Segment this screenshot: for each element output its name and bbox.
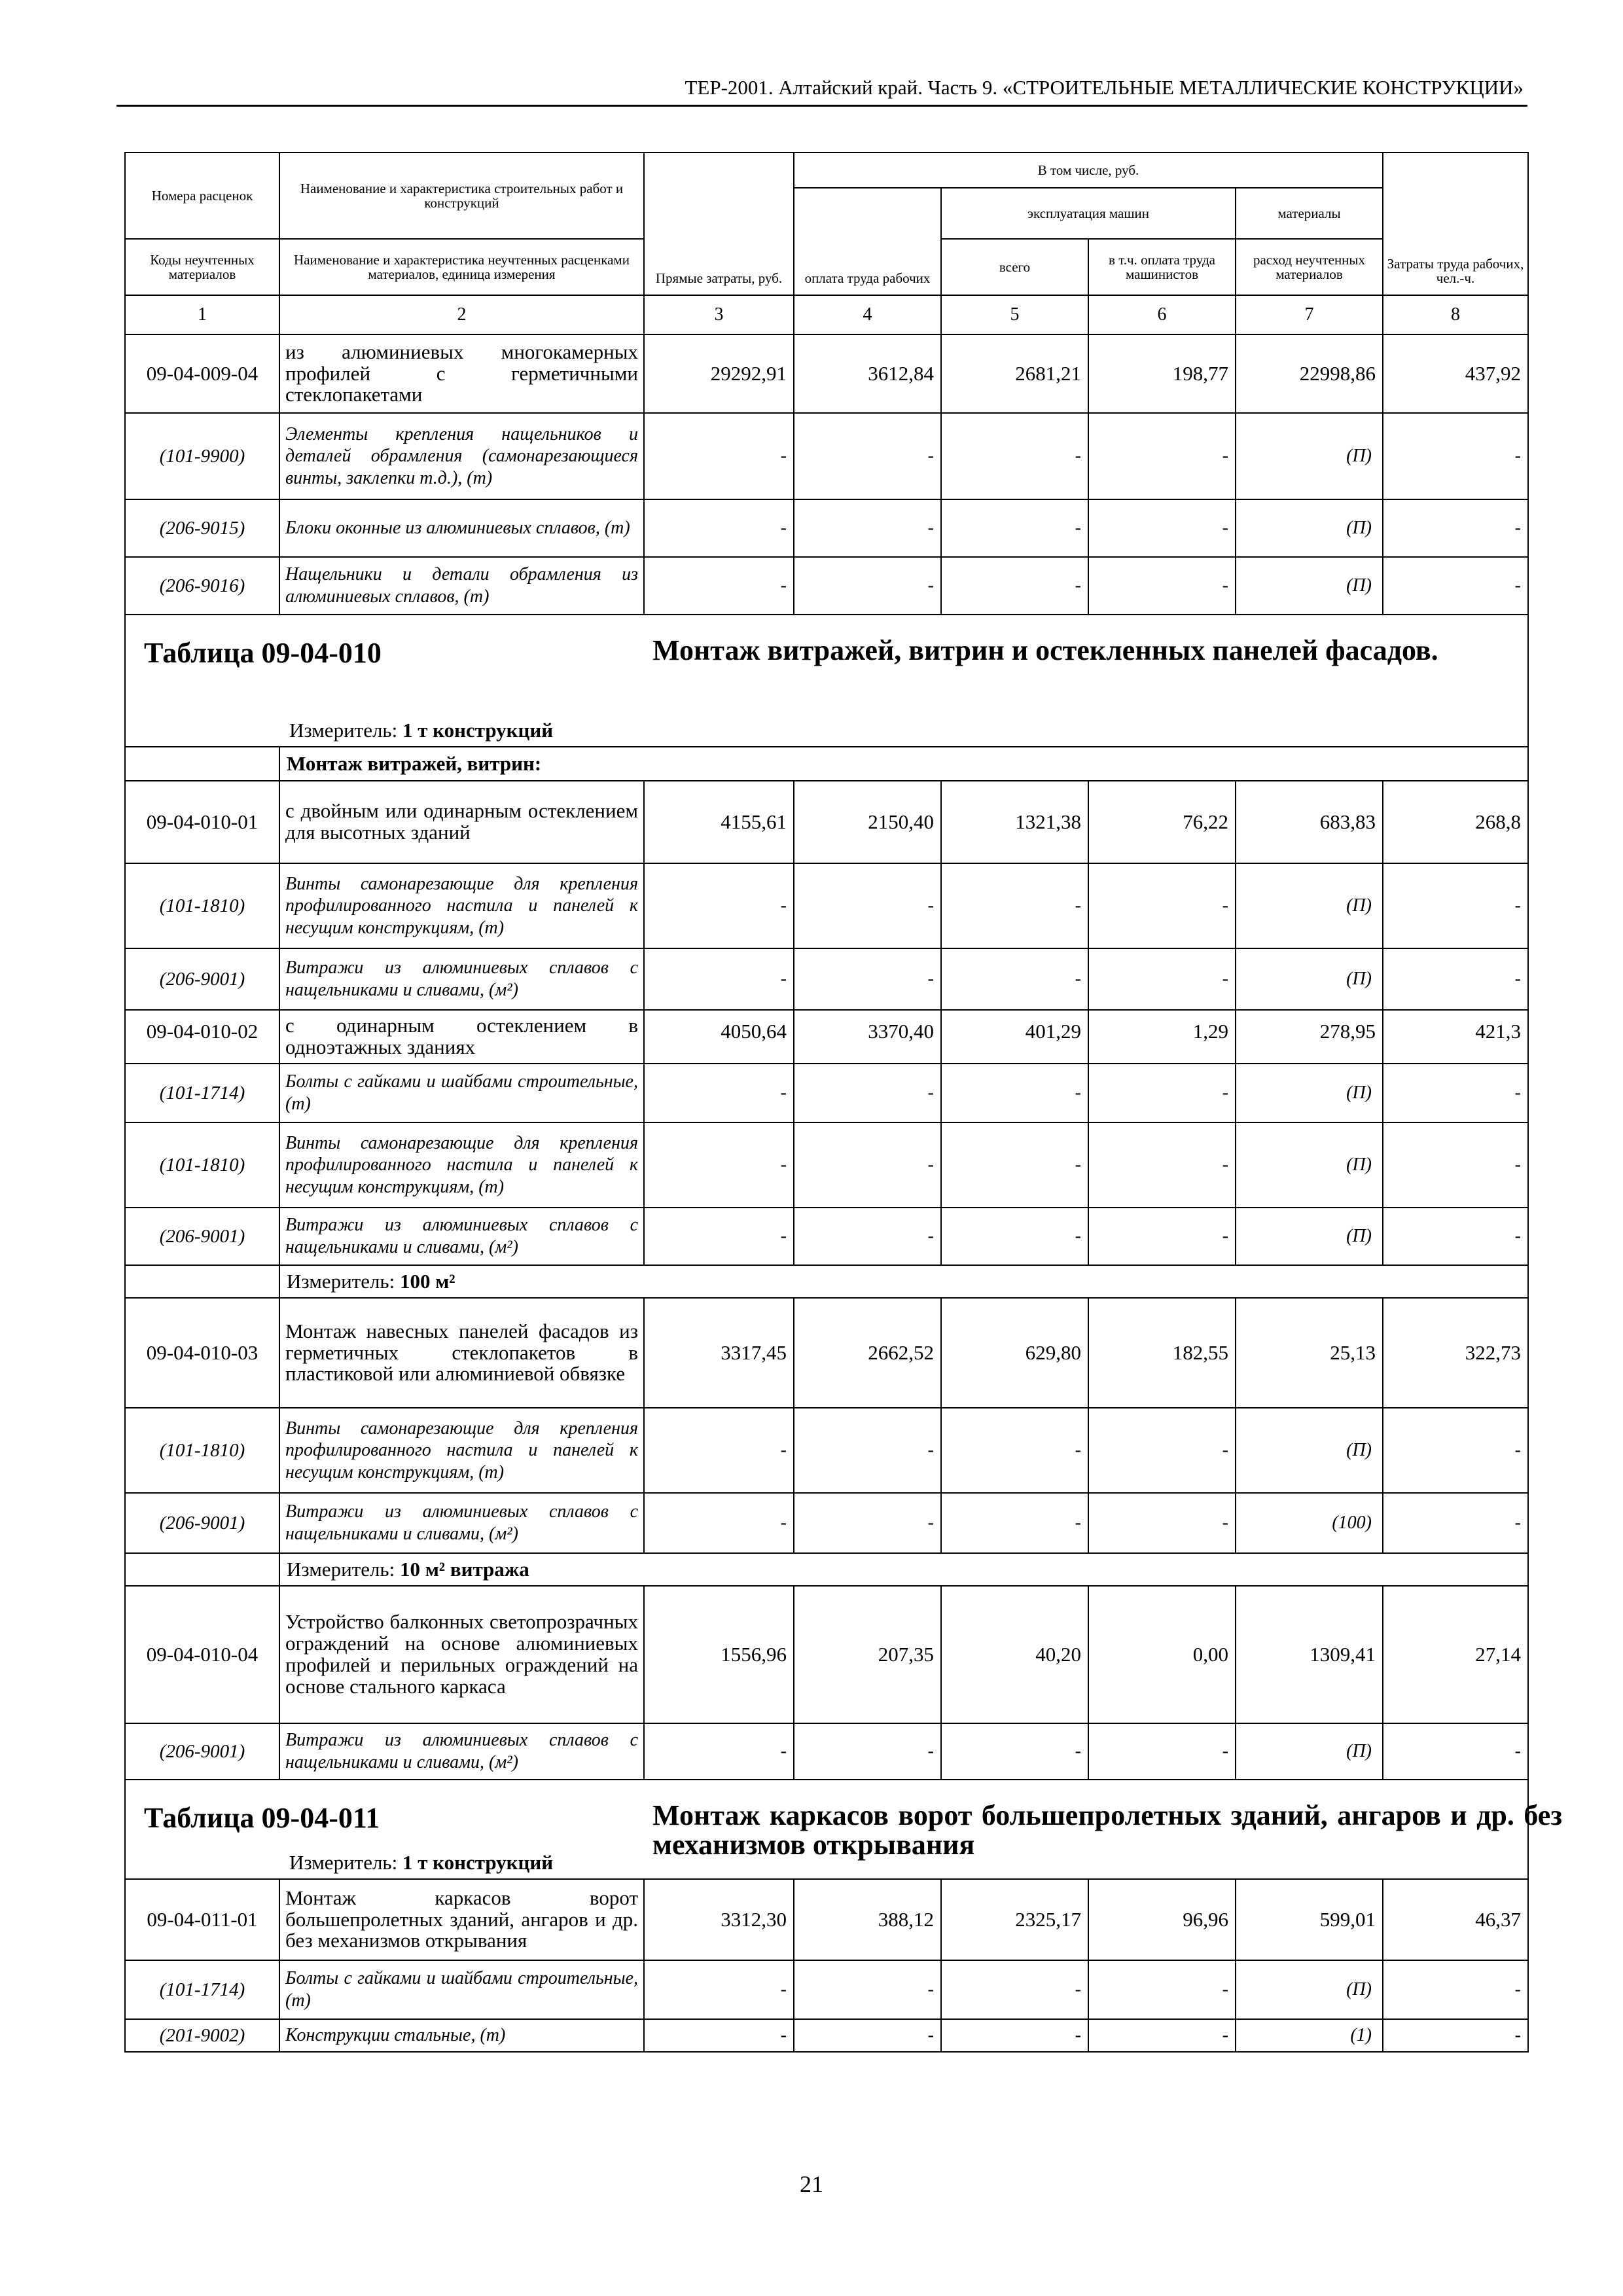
rate-code: 09-04-010-04	[125, 1586, 279, 1723]
measure-label: Измеритель:	[287, 1558, 395, 1581]
material-code: (101-1810)	[125, 863, 279, 948]
material-value: -	[941, 1960, 1088, 2019]
material-value: -	[644, 863, 794, 948]
measure-line	[279, 1265, 1528, 1298]
material-value: -	[941, 948, 1088, 1010]
column-numbers-row	[125, 295, 1528, 334]
material-value: -	[941, 1064, 1088, 1122]
rate-value: 22998,86	[1236, 334, 1383, 413]
table-title-row	[125, 1780, 1528, 1879]
rate-name: Устройство балконных светопрозрачных ограждений на основе алюминиевых профилей и перильных ограждений на основе стального каркаса	[279, 1586, 644, 1723]
material-name: Конструкции стальные, (т)	[279, 2019, 644, 2052]
rate-value: 401,29	[941, 1010, 1088, 1064]
material-value: -	[941, 2019, 1088, 2052]
material-value: -	[941, 1122, 1088, 1208]
rate-value: 96,96	[1088, 1879, 1236, 1960]
rate-code: 09-04-010-01	[125, 781, 279, 863]
material-name: Болты с гайками и шайбами строительные, (т)	[279, 1064, 644, 1122]
measure-line	[289, 719, 553, 742]
rate-value: 3312,30	[644, 1879, 794, 1960]
rate-value: 2150,40	[794, 781, 941, 863]
measure-value: 1 т конструкций	[402, 719, 554, 742]
rate-value: 629,80	[941, 1298, 1088, 1408]
material-row	[125, 557, 1528, 615]
material-value: -	[1383, 557, 1528, 615]
material-value: -	[794, 1064, 941, 1122]
col-naim2: Наименование и характеристика неучтенных расценками материалов, единица измерения	[279, 239, 644, 295]
rate-code: 09-04-010-02	[125, 1010, 279, 1064]
material-code: (201-9002)	[125, 2019, 279, 2052]
material-row	[125, 1960, 1528, 2019]
material-consumption: (П)	[1236, 948, 1383, 1010]
material-value: -	[1088, 948, 1236, 1010]
material-value: -	[941, 1493, 1088, 1553]
material-value: -	[1088, 863, 1236, 948]
material-value: -	[794, 499, 941, 557]
material-consumption: (П)	[1236, 413, 1383, 499]
col-number: 4	[794, 295, 941, 334]
table-title: Монтаж каркасов ворот большепролетных зданий, ангаров и др. без механизмов открывания	[652, 1799, 1562, 1861]
col-number: 3	[644, 295, 794, 334]
material-value: -	[941, 1723, 1088, 1780]
material-value: -	[1088, 2019, 1236, 2052]
rate-value: 207,35	[794, 1586, 941, 1723]
material-code: (101-1714)	[125, 1960, 279, 2019]
rate-name: Монтаж навесных панелей фасадов из герметичных стеклопакетов в пластиковой или алюминиевой обвязке	[279, 1298, 644, 1408]
material-value: -	[1088, 1960, 1236, 2019]
col-naim1: Наименование и характеристика строительных работ и конструкций	[279, 152, 644, 239]
table-number: Таблица 09-04-010	[144, 637, 382, 669]
material-value: -	[644, 1064, 794, 1122]
material-value: -	[1088, 413, 1236, 499]
rate-code: 09-04-009-04	[125, 334, 279, 413]
material-row	[125, 1408, 1528, 1493]
col-nomera: Номера расценок	[125, 152, 279, 239]
rate-row	[125, 1010, 1528, 1064]
material-value: -	[794, 557, 941, 615]
rate-value: 198,77	[1088, 334, 1236, 413]
col-kody: Коды неучтенных материалов	[125, 239, 279, 295]
material-name: Витражи из алюминиевых сплавов с нащельниками и сливами, (м²)	[279, 1723, 644, 1780]
col-number: 2	[279, 295, 644, 334]
material-name: Элементы крепления нащельников и деталей обрамления (самонарезающиеся винты, заклепки т.д.), (т)	[279, 413, 644, 499]
col-number: 7	[1236, 295, 1383, 334]
rate-value: 599,01	[1236, 1879, 1383, 1960]
rate-value: 3317,45	[644, 1298, 794, 1408]
material-row	[125, 1493, 1528, 1553]
material-consumption: (П)	[1236, 1960, 1383, 2019]
material-value: -	[644, 499, 794, 557]
material-name: Нащельники и детали обрамления из алюминиевых сплавов, (т)	[279, 557, 644, 615]
material-name: Болты с гайками и шайбами строительные, (т)	[279, 1960, 644, 2019]
material-value: -	[794, 413, 941, 499]
material-value: -	[794, 948, 941, 1010]
col-vsego: всего	[941, 239, 1088, 295]
material-consumption: (П)	[1236, 1064, 1383, 1122]
material-value: -	[1383, 1208, 1528, 1265]
material-value: -	[1088, 1208, 1236, 1265]
measure-row	[125, 1265, 1528, 1298]
material-value: -	[644, 1208, 794, 1265]
measure-line	[289, 1851, 553, 1874]
material-value: -	[644, 2019, 794, 2052]
material-value: -	[1088, 1723, 1236, 1780]
material-value: -	[1383, 1723, 1528, 1780]
material-row	[125, 1064, 1528, 1122]
measure-value: 1 т конструкций	[402, 1851, 554, 1874]
col-ekspl: эксплуатация машин	[941, 188, 1236, 239]
col-zatraty: Затраты труда рабочих, чел.-ч.	[1383, 152, 1528, 295]
rate-value: 3370,40	[794, 1010, 941, 1064]
page-number: 21	[800, 2171, 823, 2197]
material-value: -	[941, 413, 1088, 499]
material-name: Витражи из алюминиевых сплавов с нащельниками и сливами, (м²)	[279, 948, 644, 1010]
rate-value: 388,12	[794, 1879, 941, 1960]
rate-value: 437,92	[1383, 334, 1528, 413]
material-consumption: (П)	[1236, 1122, 1383, 1208]
material-value: -	[1088, 1122, 1236, 1208]
rate-row	[125, 1879, 1528, 1960]
rate-value: 1556,96	[644, 1586, 794, 1723]
material-value: -	[794, 1960, 941, 2019]
material-value: -	[941, 1408, 1088, 1493]
material-value: -	[644, 1122, 794, 1208]
rate-value: 421,3	[1383, 1010, 1528, 1064]
material-value: -	[794, 1122, 941, 1208]
material-consumption: (1)	[1236, 2019, 1383, 2052]
rate-value: 25,13	[1236, 1298, 1383, 1408]
material-row	[125, 499, 1528, 557]
material-value: -	[1383, 2019, 1528, 2052]
material-value: -	[941, 1208, 1088, 1265]
material-row	[125, 1122, 1528, 1208]
material-consumption: (100)	[1236, 1493, 1383, 1553]
rate-value: 1,29	[1088, 1010, 1236, 1064]
rate-value: 2662,52	[794, 1298, 941, 1408]
material-name: Винты самонарезающие для крепления профилированного настила и панелей к несущим конструкциям, (т)	[279, 1408, 644, 1493]
rate-value: 4050,64	[644, 1010, 794, 1064]
material-row	[125, 1723, 1528, 1780]
rate-value: 76,22	[1088, 781, 1236, 863]
material-value: -	[1088, 1493, 1236, 1553]
material-value: -	[1383, 1493, 1528, 1553]
measure-value: 10 м² витража	[399, 1558, 529, 1581]
rate-code: 09-04-010-03	[125, 1298, 279, 1408]
rate-value: 3612,84	[794, 334, 941, 413]
material-code: (206-9016)	[125, 557, 279, 615]
rate-value: 27,14	[1383, 1586, 1528, 1723]
col-number: 1	[125, 295, 279, 334]
col-pryamye: Прямые затраты, руб.	[644, 152, 794, 295]
table-title: Монтаж витражей, витрин и остекленных панелей фасадов.	[652, 634, 1438, 666]
measure-label: Измеритель:	[287, 1270, 395, 1293]
col-rashod: расход неучтенных материалов	[1236, 239, 1383, 295]
material-value: -	[794, 2019, 941, 2052]
table-number: Таблица 09-04-011	[144, 1802, 380, 1834]
running-header-title: ТЕР-2001. Алтайский край. Часть 9. «СТРОИТЕЛЬНЫЕ МЕТАЛЛИЧЕСКИЕ КОНСТРУКЦИИ»	[685, 76, 1524, 99]
material-value: -	[1383, 413, 1528, 499]
measure-value: 100 м²	[399, 1270, 455, 1293]
material-name: Витражи из алюминиевых сплавов с нащельниками и сливами, (м²)	[279, 1208, 644, 1265]
material-value: -	[1383, 1408, 1528, 1493]
material-value: -	[794, 1408, 941, 1493]
material-name: Винты самонарезающие для крепления профилированного настила и панелей к несущим конструкциям, (т)	[279, 863, 644, 948]
material-value: -	[941, 863, 1088, 948]
rate-value: 683,83	[1236, 781, 1383, 863]
rate-value: 322,73	[1383, 1298, 1528, 1408]
rate-value: 2325,17	[941, 1879, 1088, 1960]
material-value: -	[1383, 1122, 1528, 1208]
col-number: 5	[941, 295, 1088, 334]
material-consumption: (П)	[1236, 1723, 1383, 1780]
rate-name: с двойным или одинарным остеклением для высотных зданий	[279, 781, 644, 863]
material-value: -	[1088, 499, 1236, 557]
rate-row	[125, 1298, 1528, 1408]
col-oplata: оплата труда рабочих	[794, 188, 941, 295]
material-value: -	[794, 1208, 941, 1265]
material-value: -	[1383, 1960, 1528, 2019]
material-value: -	[1088, 1408, 1236, 1493]
material-code: (206-9001)	[125, 948, 279, 1010]
material-row	[125, 1208, 1528, 1265]
running-header	[116, 71, 1527, 107]
material-name: Винты самонарезающие для крепления профилированного настила и панелей к несущим конструкциям, (т)	[279, 1122, 644, 1208]
col-materialy: материалы	[1236, 188, 1383, 239]
material-code: (101-1810)	[125, 1122, 279, 1208]
rate-value: 4155,61	[644, 781, 794, 863]
material-value: -	[794, 1723, 941, 1780]
material-value: -	[1383, 948, 1528, 1010]
material-value: -	[644, 1723, 794, 1780]
rate-value: 46,37	[1383, 1879, 1528, 1960]
header-row	[125, 152, 1528, 188]
material-value: -	[644, 1960, 794, 2019]
rate-value: 2681,21	[941, 334, 1088, 413]
col-vtch: в т.ч. оплата труда машинистов	[1088, 239, 1236, 295]
material-code: (206-9001)	[125, 1723, 279, 1780]
material-value: -	[941, 499, 1088, 557]
material-value: -	[1088, 1064, 1236, 1122]
rate-value: 40,20	[941, 1586, 1088, 1723]
rate-row	[125, 334, 1528, 413]
material-name: Блоки оконные из алюминиевых сплавов, (т)	[279, 499, 644, 557]
col-number: 8	[1383, 295, 1528, 334]
rate-value: 182,55	[1088, 1298, 1236, 1408]
rate-value: 0,00	[1088, 1586, 1236, 1723]
material-value: -	[794, 863, 941, 948]
measure-label: Измеритель:	[289, 719, 398, 742]
material-row	[125, 948, 1528, 1010]
material-code: (206-9001)	[125, 1493, 279, 1553]
material-consumption: (П)	[1236, 557, 1383, 615]
rate-name: из алюминиевых многокамерных профилей с герметичными стеклопакетами	[279, 334, 644, 413]
rate-value: 29292,91	[644, 334, 794, 413]
rate-row	[125, 781, 1528, 863]
material-consumption: (П)	[1236, 863, 1383, 948]
material-consumption: (П)	[1236, 1208, 1383, 1265]
rate-value: 1309,41	[1236, 1586, 1383, 1723]
material-value: -	[644, 557, 794, 615]
material-value: -	[1383, 499, 1528, 557]
material-value: -	[1383, 1064, 1528, 1122]
material-code: (101-1810)	[125, 1408, 279, 1493]
material-value: -	[1383, 863, 1528, 948]
material-value: -	[644, 1408, 794, 1493]
rate-row	[125, 1586, 1528, 1723]
table-title-row	[125, 615, 1528, 747]
rate-name: Монтаж каркасов ворот большепролетных зданий, ангаров и др. без механизмов открывания	[279, 1879, 644, 1960]
material-row	[125, 2019, 1528, 2052]
rate-name: с одинарным остеклением в одноэтажных зданиях	[279, 1010, 644, 1064]
col-number: 6	[1088, 295, 1236, 334]
material-value: -	[1088, 557, 1236, 615]
measure-label: Измеритель:	[289, 1851, 398, 1874]
col-vtom: В том числе, руб.	[794, 152, 1383, 188]
rate-value: 278,95	[1236, 1010, 1383, 1064]
section-title: Монтаж витражей, витрин:	[279, 747, 1528, 781]
material-value: -	[941, 557, 1088, 615]
material-value: -	[644, 1493, 794, 1553]
material-row	[125, 413, 1528, 499]
material-value: -	[644, 948, 794, 1010]
rate-value: 1321,38	[941, 781, 1088, 863]
rates-table	[124, 152, 1562, 2053]
material-code: (206-9015)	[125, 499, 279, 557]
material-row	[125, 863, 1528, 948]
material-consumption: (П)	[1236, 499, 1383, 557]
section-row	[125, 747, 1528, 781]
material-name: Витражи из алюминиевых сплавов с нащельниками и сливами, (м²)	[279, 1493, 644, 1553]
material-code: (206-9001)	[125, 1208, 279, 1265]
material-value: -	[794, 1493, 941, 1553]
rate-code: 09-04-011-01	[125, 1879, 279, 1960]
material-consumption: (П)	[1236, 1408, 1383, 1493]
material-value: -	[644, 413, 794, 499]
measure-line	[279, 1553, 1528, 1586]
material-code: (101-9900)	[125, 413, 279, 499]
material-code: (101-1714)	[125, 1064, 279, 1122]
measure-row	[125, 1553, 1528, 1586]
rate-value: 268,8	[1383, 781, 1528, 863]
